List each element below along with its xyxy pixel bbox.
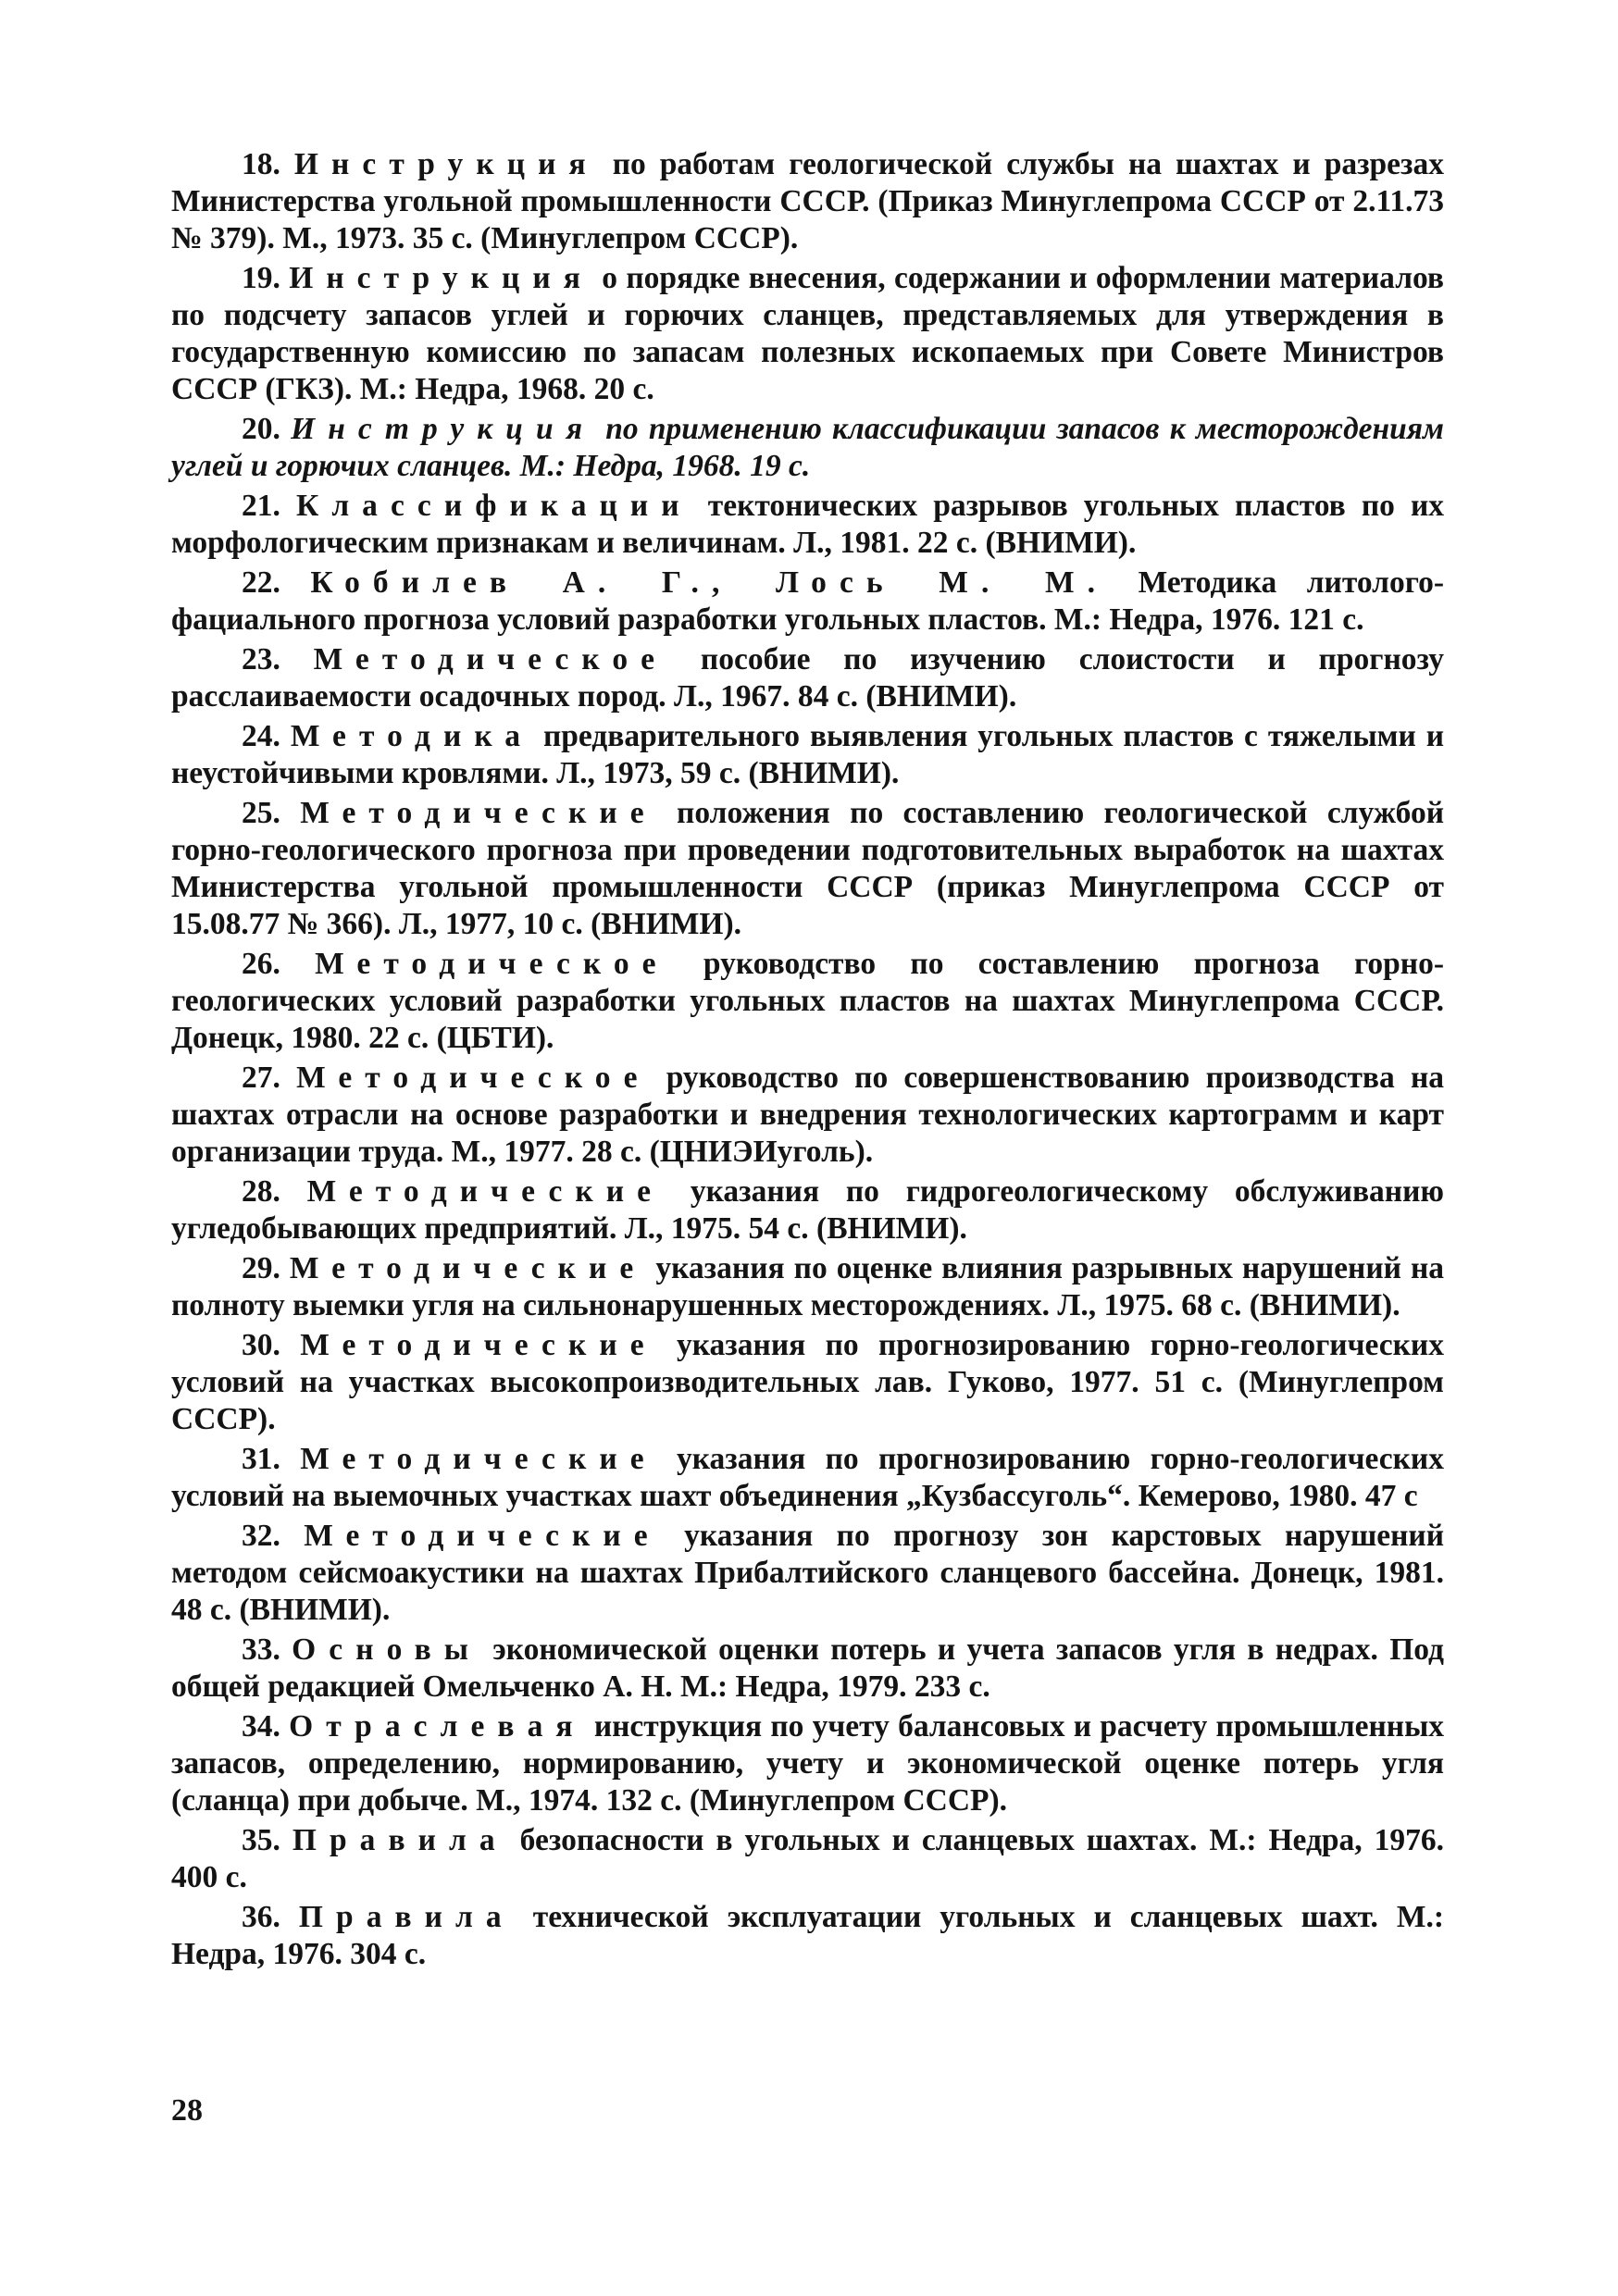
entry-text: безопасности в угольных и сланцевых шахтах. М.: Недра, 1976. 400 с. bbox=[171, 1823, 1445, 1894]
entry-number: 22. bbox=[242, 565, 280, 600]
entry-text: положения по составлению геологической службой горно-геологического прогноза при проведении подготовительных выработок на шахтах Министерства угольной промышленности СССР (приказ Минуглепрома СССР от 15.08.77 № 366). Л., 1977, 10 с. (ВНИМИ). bbox=[171, 796, 1445, 941]
reference-entry-30 bbox=[171, 1327, 1444, 1438]
entry-keyword: Методические bbox=[306, 1174, 665, 1209]
reference-entry-31 bbox=[171, 1441, 1444, 1515]
reference-entry-36 bbox=[171, 1899, 1444, 1973]
entry-text: о порядке внесения, содержании и оформлении материалов по подсчету запасов углей и горючих сланцев, представляемых для утверждения в государственную комиссию по запасам полезных ископаемых при Совете Министров СССР (ГКЗ). М.: Недра, 1968. 20 с. bbox=[171, 261, 1445, 406]
entry-text: по применению классификации запасов к месторождениям углей и горючих сланцев. М.: Недра, 1968. 19 с. bbox=[171, 412, 1444, 483]
entry-number: 28. bbox=[242, 1174, 280, 1209]
reference-entry-18 bbox=[171, 146, 1444, 257]
reference-entry-23 bbox=[171, 641, 1444, 715]
entry-text: тектонических разрывов угольных пластов по их морфологическим признакам и величинам. Л., 1981. 22 с. (ВНИМИ). bbox=[171, 489, 1444, 560]
entry-text: указания по оценке влияния разрывных нарушений на полноту выемки угля на сильнонарушенных месторождениях. Л., 1975. 68 с. (ВНИМИ). bbox=[171, 1251, 1444, 1322]
entry-keyword: Правила bbox=[292, 1823, 508, 1857]
entry-keyword: Методические bbox=[300, 1328, 657, 1362]
entry-number: 29. bbox=[242, 1251, 280, 1285]
reference-entry-25 bbox=[171, 795, 1444, 943]
entry-number: 25. bbox=[242, 796, 280, 830]
entry-keyword: Методические bbox=[304, 1519, 661, 1553]
entry-number: 27. bbox=[242, 1061, 280, 1095]
entry-keyword: Правила bbox=[298, 1900, 515, 1934]
entry-text: Методика литолого-фациального прогноза условий разработки угольных пластов. М.: Недра, 1976. 121 с. bbox=[171, 565, 1444, 637]
entry-text: технической эксплуатации угольных и сланцевых шахт. М.: Недра, 1976. 304 с. bbox=[171, 1900, 1445, 1971]
entry-text: экономической оценки потерь и учета запасов угля в недрах. Под общей редакцией Омельченко А. Н. М.: Недра, 1979. 233 с. bbox=[171, 1632, 1444, 1704]
reference-entry-32 bbox=[171, 1518, 1444, 1629]
reference-entry-34 bbox=[171, 1708, 1444, 1819]
reference-entry-21 bbox=[171, 488, 1444, 562]
entry-text: указания по прогнозированию горно-геологических условий на выемочных участках шахт объединения „Кузбассуголь“. Кемерово, 1980. 47 с bbox=[171, 1442, 1444, 1513]
reference-entry-20 bbox=[171, 411, 1444, 485]
entry-keyword: Кобилев А. Г., Лось М. М. bbox=[310, 565, 1109, 600]
entry-text: руководство по составлению прогноза горно-геологических условий разработки угольных пластов на шахтах Минуглепрома СССР. Донецк, 1980. 22 с. (ЦБТИ). bbox=[171, 947, 1445, 1055]
entry-number: 32. bbox=[242, 1519, 280, 1553]
entry-keyword: Методические bbox=[289, 1251, 647, 1285]
entry-text: по работам геологической службы на шахтах и разрезах Министерства угольной промышленности СССР. (Приказ Минуглепрома СССР от 2.11.73 № 379). М., 1973. 35 с. (Минуглепром СССР). bbox=[171, 147, 1445, 255]
entry-number: 19. bbox=[242, 261, 280, 295]
entry-text: указания по гидрогеологическому обслуживанию угледобывающих предприятий. Л., 1975. 54 с. (ВНИМИ). bbox=[171, 1174, 1445, 1246]
reference-entry-26 bbox=[171, 946, 1444, 1057]
entry-number: 31. bbox=[242, 1442, 280, 1476]
reference-entry-24 bbox=[171, 718, 1444, 792]
page-number: 28 bbox=[171, 2093, 203, 2128]
entry-keyword: Инструкция bbox=[291, 412, 596, 446]
entry-text: руководство по совершенствованию производства на шахтах отрасли на основе разработки и внедрения технологических картограмм и карт организации труда. М., 1977. 28 с. (ЦНИЭИуголь). bbox=[171, 1061, 1445, 1169]
entry-text: пособие по изучению слоистости и прогнозу расслаиваемости осадочных пород. Л., 1967. 84 с. (ВНИМИ). bbox=[171, 642, 1445, 714]
entry-number: 34. bbox=[242, 1709, 280, 1744]
entry-text: указания по прогнозу зон карстовых нарушений методом сейсмоакустики на шахтах Прибалтийского сланцевого бассейна. Донецк, 1981. 48 с. (ВНИМИ). bbox=[171, 1519, 1445, 1627]
entry-text: предварительного выявления угольных пластов с тяжелыми и неустойчивыми кровлями. Л., 1973, 59 с. (ВНИМИ). bbox=[171, 719, 1445, 790]
entry-text: инструкция по учету балансовых и расчету промышленных запасов, определению, нормированию, учету и экономической оценке потерь угля (сланца) при добыче. М., 1974. 132 с. (Минуглепром СССР). bbox=[171, 1709, 1445, 1818]
entry-number: 33. bbox=[242, 1632, 280, 1667]
entry-number: 30. bbox=[242, 1328, 280, 1362]
entry-number: 21. bbox=[242, 489, 280, 523]
entry-keyword: Методические bbox=[300, 1442, 657, 1476]
entry-keyword: Инструкция bbox=[289, 261, 593, 295]
entry-number: 35. bbox=[242, 1823, 280, 1857]
entry-number: 26. bbox=[242, 947, 280, 981]
entry-keyword: Методические bbox=[300, 796, 657, 830]
entry-number: 24. bbox=[242, 719, 280, 753]
entry-text: указания по прогнозированию горно-геологических условий на участках высокопроизводительных лав. Гуково, 1977. 51 с. (Минуглепром СССР). bbox=[171, 1328, 1444, 1436]
entry-keyword: Методика bbox=[290, 719, 534, 753]
entry-number: 20. bbox=[242, 412, 280, 446]
reference-entry-19 bbox=[171, 260, 1444, 408]
entry-keyword: Основы bbox=[292, 1632, 481, 1667]
reference-list bbox=[171, 146, 1444, 1976]
reference-entry-35 bbox=[171, 1822, 1444, 1896]
entry-number: 18. bbox=[242, 147, 280, 181]
entry-keyword: Методическое bbox=[315, 947, 669, 981]
entry-number: 23. bbox=[242, 642, 280, 676]
reference-entry-33 bbox=[171, 1632, 1444, 1706]
reference-entry-22 bbox=[171, 565, 1444, 639]
entry-keyword: Методическое bbox=[313, 642, 668, 676]
reference-entry-28 bbox=[171, 1173, 1444, 1247]
entry-keyword: Методическое bbox=[296, 1061, 651, 1095]
entry-keyword: Инструкция bbox=[293, 147, 599, 181]
reference-entry-27 bbox=[171, 1060, 1444, 1171]
entry-keyword: Классификации bbox=[295, 489, 692, 523]
reference-entry-29 bbox=[171, 1250, 1444, 1324]
entry-keyword: Отраслевая bbox=[289, 1709, 586, 1744]
entry-number: 36. bbox=[242, 1900, 280, 1934]
